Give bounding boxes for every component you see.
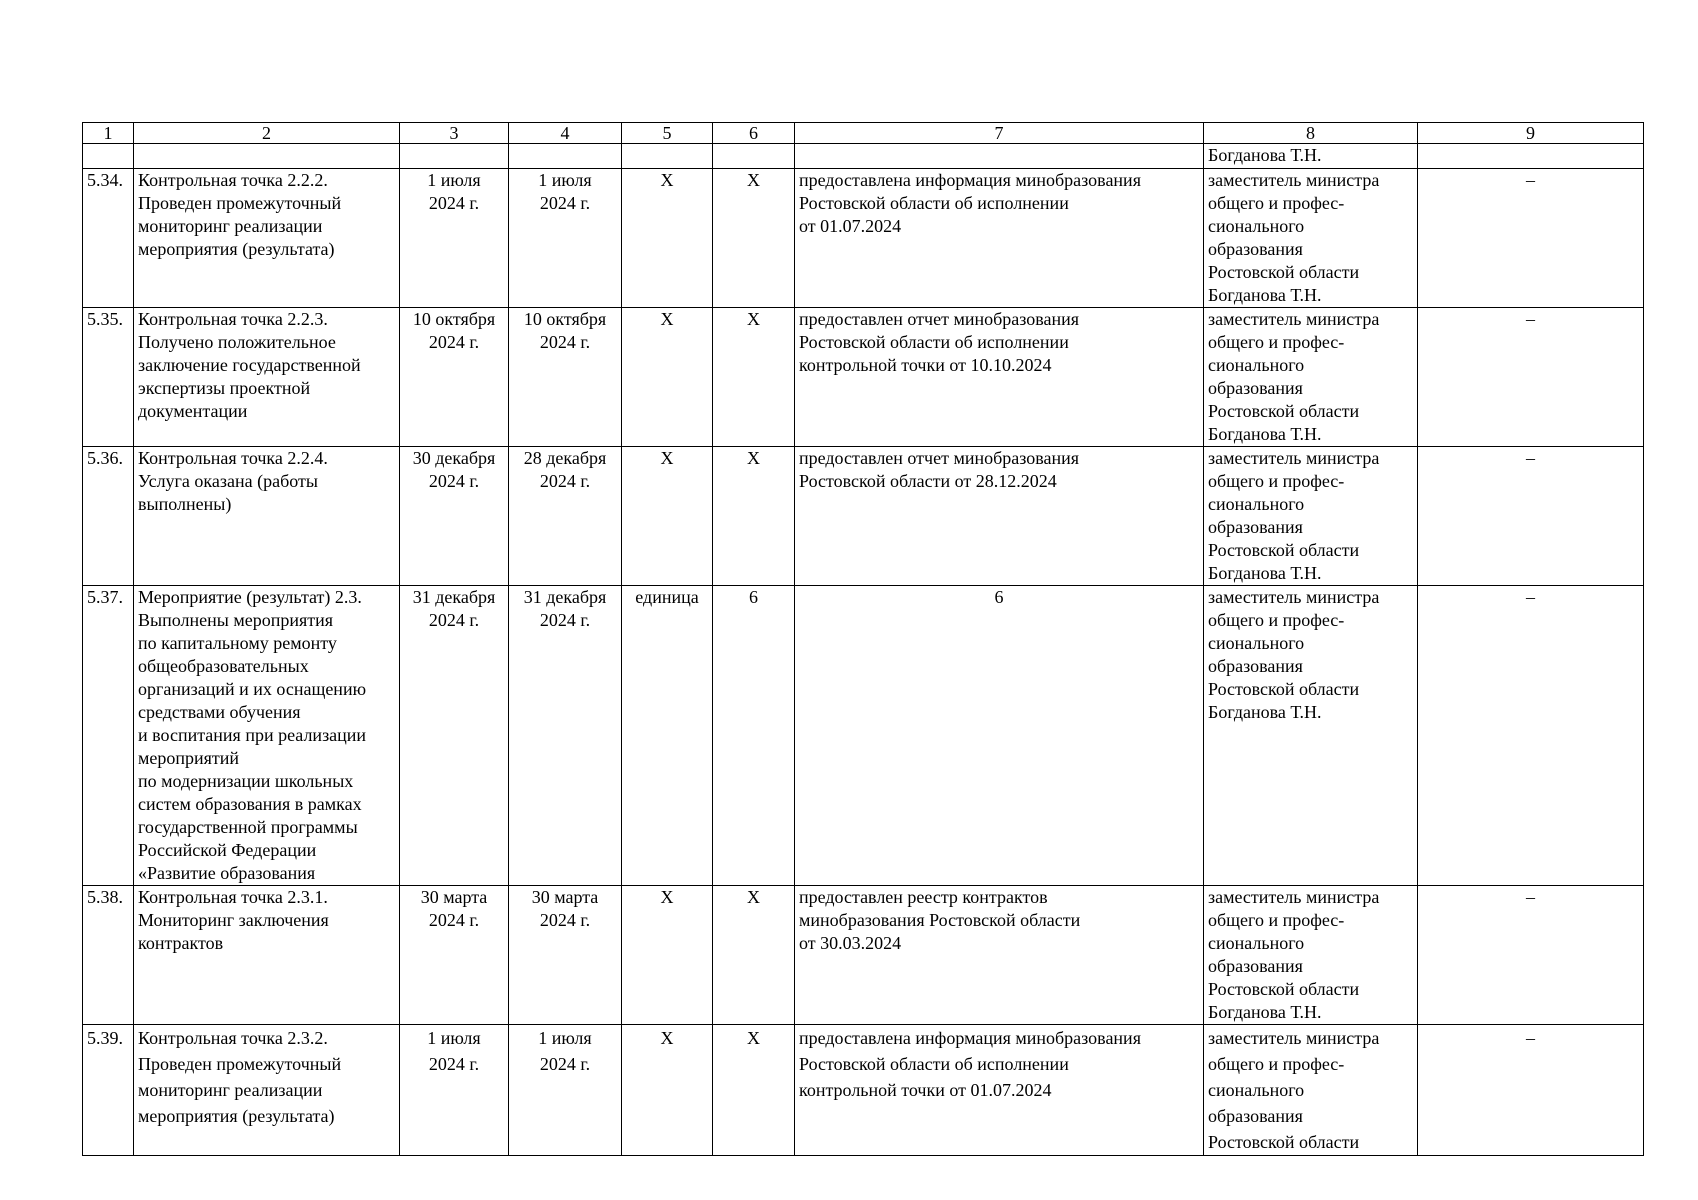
cell-value: Х	[713, 169, 795, 308]
cell-evidence	[795, 144, 1204, 169]
cell-unit: Х	[622, 886, 713, 1025]
cell-note	[1418, 144, 1644, 169]
cell-name: Контрольная точка 2.3.1. Мониторинг заключения контрактов	[134, 886, 400, 1025]
column-header: 4	[509, 123, 622, 144]
cell-fact-date	[509, 144, 622, 169]
column-header: 6	[713, 123, 795, 144]
cell-responsible: заместитель министра общего и профес- сионального образования Ростовской области Богданова Т.Н.	[1204, 447, 1418, 586]
cell-name: Контрольная точка 2.2.2. Проведен промежуточный мониторинг реализации мероприятия (результата)	[134, 169, 400, 308]
cell-fact-date: 1 июля 2024 г.	[509, 1025, 622, 1156]
table-row	[83, 886, 1644, 1025]
cell-note: –	[1418, 447, 1644, 586]
cell-fact-date: 1 июля 2024 г.	[509, 169, 622, 308]
cell-evidence: предоставлен реестр контрактов минобразования Ростовской области от 30.03.2024	[795, 886, 1204, 1025]
cell-evidence: 6	[795, 586, 1204, 886]
cell-number: 5.36.	[83, 447, 134, 586]
cell-fact-date: 28 декабря 2024 г.	[509, 447, 622, 586]
cell-unit: Х	[622, 169, 713, 308]
cell-evidence: предоставлена информация минобразования Ростовской области об исполнении от 01.07.2024	[795, 169, 1204, 308]
cell-plan-date: 30 марта 2024 г.	[400, 886, 509, 1025]
cell-unit	[622, 144, 713, 169]
column-header: 8	[1204, 123, 1418, 144]
cell-evidence: предоставлена информация минобразования Ростовской области об исполнении контрольной точки от 01.07.2024	[795, 1025, 1204, 1156]
cell-name: Контрольная точка 2.2.3. Получено положительное заключение государственной экспертизы проектной документации	[134, 308, 400, 447]
table-row	[83, 586, 1644, 886]
cell-fact-date: 31 декабря 2024 г.	[509, 586, 622, 886]
cell-plan-date: 10 октября 2024 г.	[400, 308, 509, 447]
cell-plan-date	[400, 144, 509, 169]
cell-unit: Х	[622, 308, 713, 447]
cell-responsible: заместитель министра общего и профес- сионального образования Ростовской области Богданова Т.Н.	[1204, 308, 1418, 447]
cell-number: 5.37.	[83, 586, 134, 886]
cell-plan-date: 1 июля 2024 г.	[400, 1025, 509, 1156]
cell-note: –	[1418, 886, 1644, 1025]
cell-responsible: Богданова Т.Н.	[1204, 144, 1418, 169]
column-header: 3	[400, 123, 509, 144]
column-header: 9	[1418, 123, 1644, 144]
cell-plan-date: 30 декабря 2024 г.	[400, 447, 509, 586]
cell-fact-date: 30 марта 2024 г.	[509, 886, 622, 1025]
cell-name: Контрольная точка 2.2.4. Услуга оказана (работы выполнены)	[134, 447, 400, 586]
cell-unit: Х	[622, 447, 713, 586]
column-header: 1	[83, 123, 134, 144]
column-header: 2	[134, 123, 400, 144]
cell-value	[713, 144, 795, 169]
cell-note: –	[1418, 586, 1644, 886]
column-header: 5	[622, 123, 713, 144]
cell-value: Х	[713, 1025, 795, 1156]
cell-name	[134, 144, 400, 169]
cell-responsible: заместитель министра общего и профес- сионального образования Ростовской области Богданова Т.Н.	[1204, 586, 1418, 886]
cell-evidence: предоставлен отчет минобразования Ростовской области об исполнении контрольной точки от 10.10.2024	[795, 308, 1204, 447]
cell-responsible: заместитель министра общего и профес- сионального образования Ростовской области Богданова Т.Н.	[1204, 886, 1418, 1025]
cell-note: –	[1418, 1025, 1644, 1156]
cell-unit: единица	[622, 586, 713, 886]
cell-number: 5.34.	[83, 169, 134, 308]
table-row	[83, 447, 1644, 586]
cell-plan-date: 1 июля 2024 г.	[400, 169, 509, 308]
cell-note: –	[1418, 308, 1644, 447]
table-row	[83, 308, 1644, 447]
cell-value: Х	[713, 447, 795, 586]
cell-number	[83, 144, 134, 169]
continuation-row	[83, 144, 1644, 169]
report-table	[82, 122, 1644, 1156]
cell-responsible: заместитель министра общего и профес- сионального образования Ростовской области Богданова Т.Н.	[1204, 169, 1418, 308]
cell-name: Контрольная точка 2.3.2. Проведен промежуточный мониторинг реализации мероприятия (результата)	[134, 1025, 400, 1156]
cell-number: 5.35.	[83, 308, 134, 447]
cell-fact-date: 10 октября 2024 г.	[509, 308, 622, 447]
cell-plan-date: 31 декабря 2024 г.	[400, 586, 509, 886]
table-row	[83, 169, 1644, 308]
cell-responsible: заместитель министра общего и профес- сионального образования Ростовской области	[1204, 1025, 1418, 1156]
column-number-header-row	[83, 123, 1644, 144]
cell-number: 5.38.	[83, 886, 134, 1025]
cell-evidence: предоставлен отчет минобразования Ростовской области от 28.12.2024	[795, 447, 1204, 586]
cell-value: Х	[713, 308, 795, 447]
cell-value: Х	[713, 886, 795, 1025]
column-header: 7	[795, 123, 1204, 144]
cell-name: Мероприятие (результат) 2.3. Выполнены мероприятия по капитальному ремонту общеобразовательных организаций и их оснащению средствами обучения и воспитания при реализации мероприятий по модернизации школьных систем образования в рамках государственной программы Российской Федерации «Развитие образования	[134, 586, 400, 886]
cell-unit: Х	[622, 1025, 713, 1156]
cell-value: 6	[713, 586, 795, 886]
table-row	[83, 1025, 1644, 1156]
cell-note: –	[1418, 169, 1644, 308]
cell-number: 5.39.	[83, 1025, 134, 1156]
